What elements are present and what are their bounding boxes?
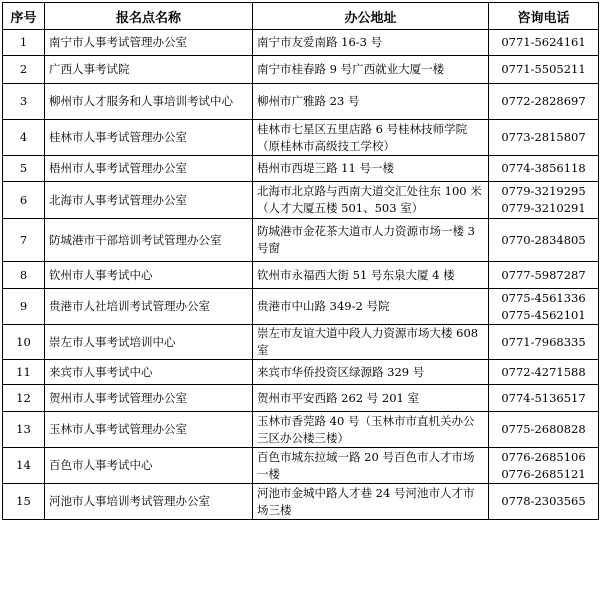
site-address: 桂林市七星区五里店路 6 号桂林技师学院（原桂林市高级技工学校） [253, 120, 489, 156]
phone-number: 0777-5987287 [501, 267, 586, 282]
phone-number: 0775-4562101 [501, 307, 586, 322]
phone-number: 0772-4271588 [501, 364, 586, 379]
site-phone-cell [489, 120, 599, 156]
table-row [3, 412, 599, 448]
site-address: 贵港市中山路 349-2 号院 [253, 289, 489, 325]
phone-number: 0771-7968335 [501, 334, 586, 349]
site-phone-cell [489, 219, 599, 262]
row-number: 9 [3, 289, 45, 325]
site-address: 南宁市友爱南路 16-3 号 [253, 30, 489, 56]
table-row [3, 156, 599, 182]
site-address: 贺州市平安西路 262 号 201 室 [253, 385, 489, 412]
site-name: 来宾市人事考试中心 [45, 360, 253, 385]
table-row [3, 289, 599, 325]
site-name: 钦州市人事考试中心 [45, 262, 253, 289]
phone-number: 0774-5136517 [501, 390, 586, 405]
site-phone-cell [489, 156, 599, 182]
row-number: 5 [3, 156, 45, 182]
site-phone-cell [489, 289, 599, 325]
table-header-row [3, 3, 599, 30]
site-phone-cell [489, 412, 599, 448]
site-name: 桂林市人事考试管理办公室 [45, 120, 253, 156]
row-number: 8 [3, 262, 45, 289]
table-row [3, 385, 599, 412]
table-row [3, 484, 599, 520]
site-name: 玉林市人事考试管理办公室 [45, 412, 253, 448]
row-number: 11 [3, 360, 45, 385]
site-name: 崇左市人事考试培训中心 [45, 325, 253, 360]
site-phone-cell [489, 30, 599, 56]
table-row [3, 120, 599, 156]
site-phone-cell [489, 56, 599, 84]
site-address: 南宁市桂春路 9 号广西就业大厦一楼 [253, 56, 489, 84]
site-phone-cell [489, 484, 599, 520]
site-address: 柳州市广雅路 23 号 [253, 84, 489, 120]
site-address: 百色市城东拉域一路 20 号百色市人才市场一楼 [253, 448, 489, 484]
row-number: 7 [3, 219, 45, 262]
site-address: 来宾市华侨投资区绿源路 329 号 [253, 360, 489, 385]
row-number: 3 [3, 84, 45, 120]
header-address: 办公地址 [253, 3, 489, 30]
header-name: 报名点名称 [45, 3, 253, 30]
phone-number: 0776-2685121 [501, 466, 586, 481]
header-no: 序号 [3, 3, 45, 30]
site-name: 百色市人事考试中心 [45, 448, 253, 484]
phone-number: 0775-4561336 [501, 290, 586, 305]
site-name: 广西人事考试院 [45, 56, 253, 84]
site-name: 北海市人事考试管理办公室 [45, 182, 253, 219]
row-number: 13 [3, 412, 45, 448]
site-address: 北海市北京路与西南大道交汇处往东 100 米（人才大厦五楼 501、503 室） [253, 182, 489, 219]
phone-number: 0772-2828697 [501, 94, 586, 108]
row-number: 4 [3, 120, 45, 156]
phone-number: 0778-2303565 [501, 494, 586, 508]
phone-number: 0770-2834805 [501, 232, 586, 247]
row-number: 10 [3, 325, 45, 360]
table-row [3, 325, 599, 360]
row-number: 15 [3, 484, 45, 520]
row-number: 1 [3, 30, 45, 56]
site-phone-cell [489, 385, 599, 412]
row-number: 14 [3, 448, 45, 484]
table-row [3, 56, 599, 84]
phone-number: 0774-3856118 [501, 161, 586, 175]
table-row [3, 30, 599, 56]
site-name: 梧州市人事考试管理办公室 [45, 156, 253, 182]
phone-number: 0771-5505211 [501, 62, 586, 76]
phone-number: 0771-5624161 [501, 35, 586, 49]
table-body [3, 30, 599, 520]
site-name: 柳州市人才服务和人事培训考试中心 [45, 84, 253, 120]
row-number: 2 [3, 56, 45, 84]
phone-number: 0773-2815807 [501, 130, 586, 144]
phone-number: 0776-2685106 [501, 449, 586, 464]
table-row [3, 448, 599, 484]
row-number: 6 [3, 182, 45, 219]
header-phone: 咨询电话 [489, 3, 599, 30]
site-phone-cell [489, 182, 599, 219]
phone-number: 0779-3219295 [501, 184, 586, 198]
phone-number: 0775-2680828 [501, 422, 586, 436]
site-name: 防城港市干部培训考试管理办公室 [45, 219, 253, 262]
site-address: 防城港市金花茶大道市人力资源市场一楼 3 号窗 [253, 219, 489, 262]
site-address: 梧州市西堤三路 11 号一楼 [253, 156, 489, 182]
table-row [3, 262, 599, 289]
site-phone-cell [489, 448, 599, 484]
site-phone-cell [489, 84, 599, 120]
site-address: 钦州市永福西大街 51 号东泉大厦 4 楼 [253, 262, 489, 289]
table-row [3, 360, 599, 385]
site-name: 贺州市人事考试管理办公室 [45, 385, 253, 412]
row-number: 12 [3, 385, 45, 412]
site-name: 贵港市人社培训考试管理办公室 [45, 289, 253, 325]
site-name: 河池市人事培训考试管理办公室 [45, 484, 253, 520]
table-row [3, 219, 599, 262]
phone-number: 0779-3210291 [501, 201, 586, 215]
site-phone-cell [489, 325, 599, 360]
table-row [3, 84, 599, 120]
site-phone-cell [489, 360, 599, 385]
site-address: 玉林市香莞路 40 号（玉林市市直机关办公三区办公楼三楼） [253, 412, 489, 448]
site-phone-cell [489, 262, 599, 289]
site-name: 南宁市人事考试管理办公室 [45, 30, 253, 56]
table-row [3, 182, 599, 219]
site-address: 崇左市友谊大道中段人力资源市场大楼 608 室 [253, 325, 489, 360]
registration-sites-table [2, 2, 599, 520]
site-address: 河池市金城中路人才巷 24 号河池市人才市场三楼 [253, 484, 489, 520]
